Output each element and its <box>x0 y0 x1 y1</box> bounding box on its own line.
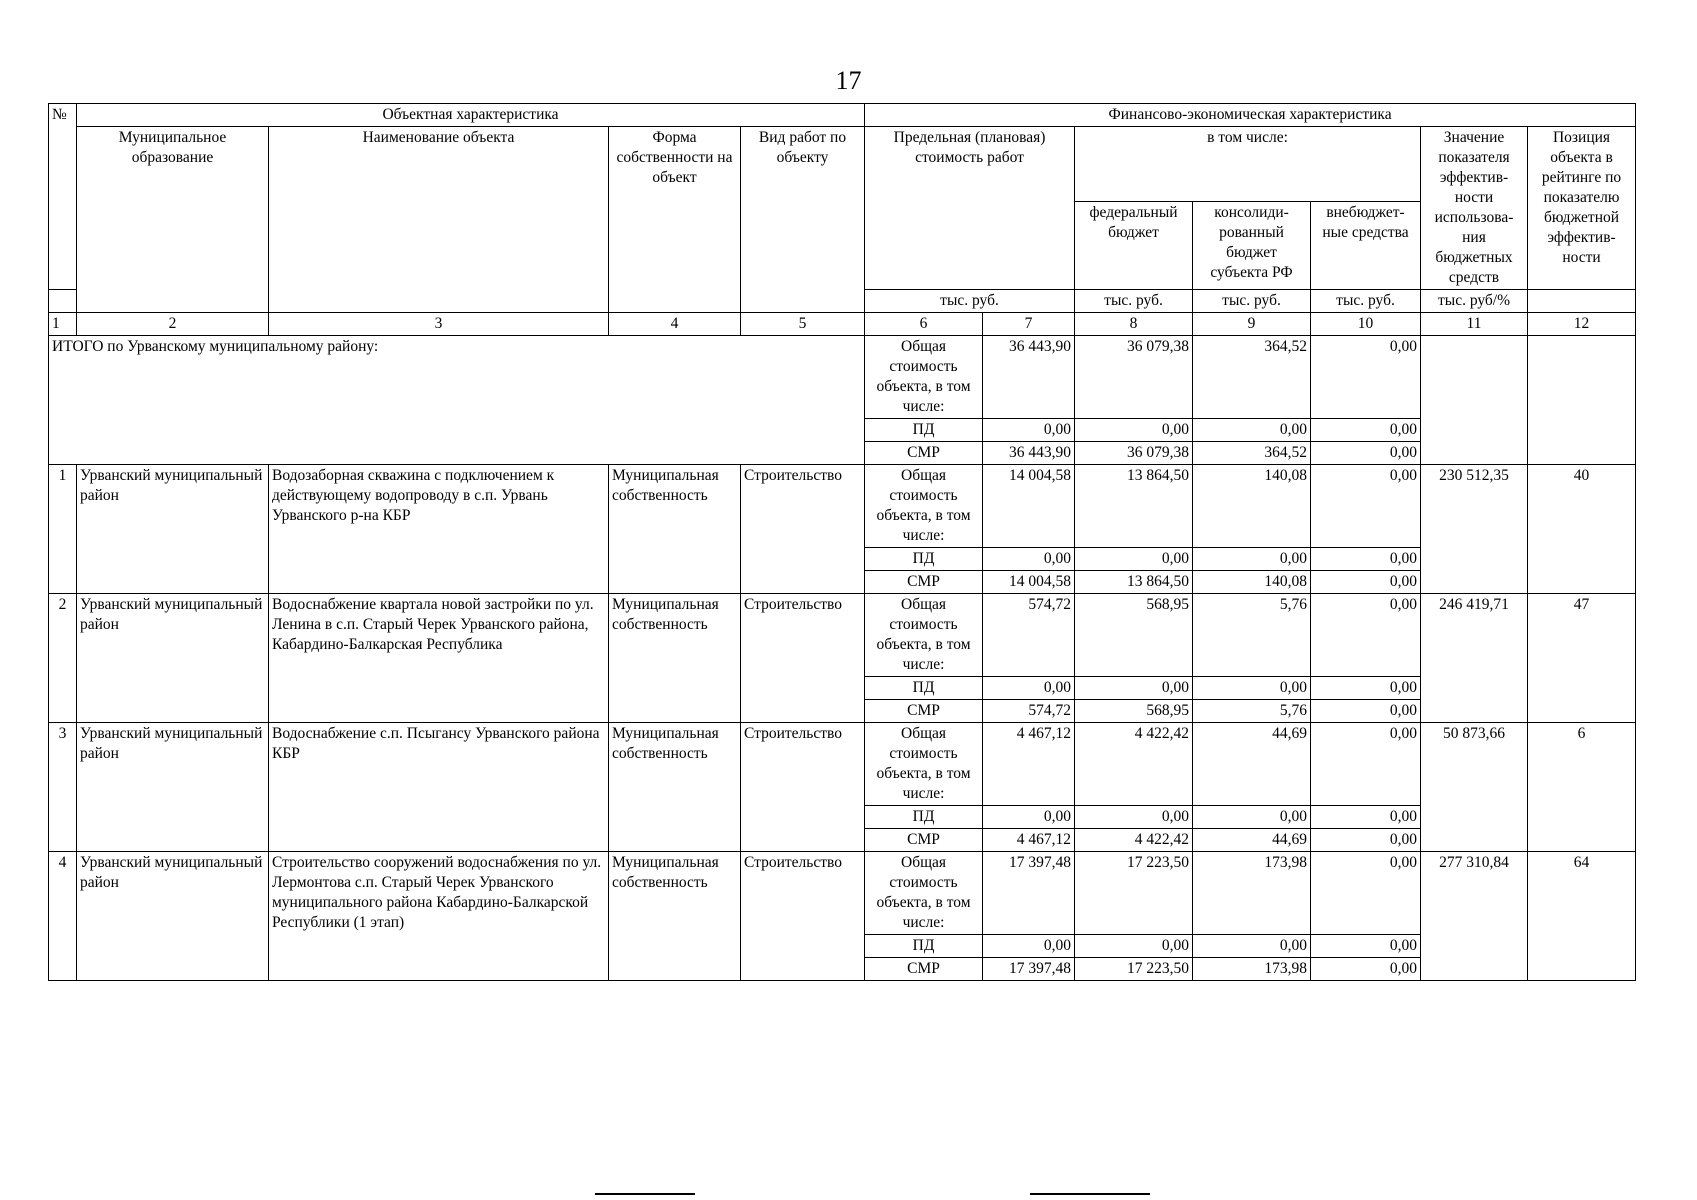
rank-cell: 40 <box>1528 465 1636 594</box>
column-number-cell: 7 <box>983 313 1075 336</box>
header-num: № <box>49 104 77 290</box>
ownership-cell: Муниципальная собственность <box>609 852 741 981</box>
pd-amount-cell: 0,00 <box>1193 548 1311 571</box>
efficiency-cell: 277 310,84 <box>1421 852 1528 981</box>
object-name-cell: Водоснабжение с.п. Псыгансу Урванского района КБР <box>269 723 609 852</box>
unit-rank <box>1528 290 1636 313</box>
total-amount-cell: 5,76 <box>1193 594 1311 677</box>
smr-label: СМР <box>865 700 983 723</box>
pd-amount-cell: 0,00 <box>983 419 1075 442</box>
smr-label: СМР <box>865 958 983 981</box>
column-number-cell: 8 <box>1075 313 1193 336</box>
column-number-cell: 2 <box>77 313 269 336</box>
smr-amount-cell: 17 223,50 <box>1075 958 1193 981</box>
pd-amount-cell: 0,00 <box>1075 548 1193 571</box>
pd-amount-cell: 0,00 <box>983 806 1075 829</box>
pd-amount-cell: 0,00 <box>1075 419 1193 442</box>
total-amount-cell: 4 422,42 <box>1075 723 1193 806</box>
unit-cost: тыс. руб. <box>865 290 1075 313</box>
smr-amount-cell: 0,00 <box>1311 700 1421 723</box>
unit-efficiency: тыс. руб/% <box>1421 290 1528 313</box>
row-number: 3 <box>49 723 77 852</box>
municipality-cell: Урванский муниципальный район <box>77 723 269 852</box>
smr-amount-cell: 5,76 <box>1193 700 1311 723</box>
work-type-cell: Строительство <box>741 465 865 594</box>
column-number-cell: 4 <box>609 313 741 336</box>
header-num-cont <box>49 290 77 313</box>
smr-amount-cell: 4 422,42 <box>1075 829 1193 852</box>
column-number-cell: 3 <box>269 313 609 336</box>
header-work-type: Вид работ по объекту <box>741 127 865 313</box>
total-amount-cell: 44,69 <box>1193 723 1311 806</box>
table-row <box>49 465 1636 548</box>
ownership-cell: Муниципальная собственность <box>609 594 741 723</box>
smr-label: СМР <box>865 442 983 465</box>
pd-amount-cell: 0,00 <box>1075 677 1193 700</box>
table-row <box>49 723 1636 806</box>
rank-cell <box>1528 336 1636 465</box>
smr-amount-cell: 0,00 <box>1311 829 1421 852</box>
table-row <box>49 852 1636 935</box>
smr-amount-cell: 173,98 <box>1193 958 1311 981</box>
header-max-cost: Предельная (плановая) стоимость работ <box>865 127 1075 290</box>
total-amount-cell: 13 864,50 <box>1075 465 1193 548</box>
smr-amount-cell: 4 467,12 <box>983 829 1075 852</box>
smr-amount-cell: 14 004,58 <box>983 571 1075 594</box>
rank-cell: 47 <box>1528 594 1636 723</box>
unit-consolidated: тыс. руб. <box>1193 290 1311 313</box>
header-ownership: Форма собственности на объект <box>609 127 741 313</box>
smr-amount-cell: 17 397,48 <box>983 958 1075 981</box>
smr-amount-cell: 364,52 <box>1193 442 1311 465</box>
pd-label: ПД <box>865 548 983 571</box>
header-efficiency: Значение показателя эффектив-ности использова-ния бюджетных средств <box>1421 127 1528 290</box>
municipality-cell: Урванский муниципальный район <box>77 594 269 723</box>
total-amount-cell: 0,00 <box>1311 336 1421 419</box>
header-object-group: Объектная характеристика <box>77 104 865 127</box>
total-amount-cell: 14 004,58 <box>983 465 1075 548</box>
bottom-line-mark <box>1030 1193 1150 1195</box>
efficiency-cell <box>1421 336 1528 465</box>
pd-amount-cell: 0,00 <box>983 548 1075 571</box>
efficiency-cell: 230 512,35 <box>1421 465 1528 594</box>
smr-amount-cell: 44,69 <box>1193 829 1311 852</box>
smr-amount-cell: 36 079,38 <box>1075 442 1193 465</box>
smr-amount-cell: 36 443,90 <box>983 442 1075 465</box>
efficiency-cell: 246 419,71 <box>1421 594 1528 723</box>
header-extrabudget: внебюджет-ные средства <box>1311 202 1421 290</box>
column-number-cell: 11 <box>1421 313 1528 336</box>
header-municipality: Муниципальное образование <box>77 127 269 313</box>
smr-label: СМР <box>865 571 983 594</box>
work-type-cell: Строительство <box>741 594 865 723</box>
total-amount-cell: 36 079,38 <box>1075 336 1193 419</box>
column-number-cell: 6 <box>865 313 983 336</box>
ownership-cell: Муниципальная собственность <box>609 723 741 852</box>
total-amount-cell: 0,00 <box>1311 465 1421 548</box>
smr-amount-cell: 574,72 <box>983 700 1075 723</box>
pd-amount-cell: 0,00 <box>1075 935 1193 958</box>
row-number: 2 <box>49 594 77 723</box>
total-amount-cell: 17 397,48 <box>983 852 1075 935</box>
pd-amount-cell: 0,00 <box>1311 935 1421 958</box>
rank-cell: 6 <box>1528 723 1636 852</box>
header-including: в том числе: <box>1075 127 1421 202</box>
object-name-cell: Строительство сооружений водоснабжения по ул. Лермонтова с.п. Старый Черек Урванского муниципального района Кабардино-Балкарской Республики (1 этап) <box>269 852 609 981</box>
total-amount-cell: 36 443,90 <box>983 336 1075 419</box>
smr-amount-cell: 140,08 <box>1193 571 1311 594</box>
total-cost-label: Общая стоимость объекта, в том числе: <box>865 852 983 935</box>
header-object-name: Наименование объекта <box>269 127 609 313</box>
total-cost-label: Общая стоимость объекта, в том числе: <box>865 465 983 548</box>
total-amount-cell: 574,72 <box>983 594 1075 677</box>
work-type-cell: Строительство <box>741 852 865 981</box>
column-number-row <box>49 313 1636 336</box>
pd-amount-cell: 0,00 <box>1193 419 1311 442</box>
total-amount-cell: 0,00 <box>1311 594 1421 677</box>
total-amount-cell: 364,52 <box>1193 336 1311 419</box>
total-label: ИТОГО по Урванскому муниципальному району: <box>49 336 865 465</box>
total-amount-cell: 4 467,12 <box>983 723 1075 806</box>
row-number: 1 <box>49 465 77 594</box>
unit-extrabudget: тыс. руб. <box>1311 290 1421 313</box>
header-finance-group: Финансово-экономическая характеристика <box>865 104 1636 127</box>
unit-federal: тыс. руб. <box>1075 290 1193 313</box>
header-row-groups <box>49 104 1636 127</box>
pd-label: ПД <box>865 677 983 700</box>
total-amount-cell: 0,00 <box>1311 852 1421 935</box>
smr-amount-cell: 568,95 <box>1075 700 1193 723</box>
row-number: 4 <box>49 852 77 981</box>
total-cost-label: Общая стоимость объекта, в том числе: <box>865 336 983 419</box>
pd-amount-cell: 0,00 <box>1311 419 1421 442</box>
total-cost-label: Общая стоимость объекта, в том числе: <box>865 723 983 806</box>
total-amount-cell: 17 223,50 <box>1075 852 1193 935</box>
pd-amount-cell: 0,00 <box>1311 806 1421 829</box>
total-row <box>49 336 1636 419</box>
smr-amount-cell: 0,00 <box>1311 958 1421 981</box>
pd-label: ПД <box>865 419 983 442</box>
column-number-cell: 9 <box>1193 313 1311 336</box>
pd-amount-cell: 0,00 <box>1193 806 1311 829</box>
municipality-cell: Урванский муниципальный район <box>77 465 269 594</box>
header-federal: федеральный бюджет <box>1075 202 1193 290</box>
total-amount-cell: 568,95 <box>1075 594 1193 677</box>
ownership-cell: Муниципальная собственность <box>609 465 741 594</box>
table-row <box>49 594 1636 677</box>
pd-label: ПД <box>865 806 983 829</box>
pd-amount-cell: 0,00 <box>1311 548 1421 571</box>
column-number-cell: 12 <box>1528 313 1636 336</box>
smr-amount-cell: 0,00 <box>1311 442 1421 465</box>
header-row-columns <box>49 127 1636 202</box>
pd-amount-cell: 0,00 <box>983 677 1075 700</box>
total-amount-cell: 0,00 <box>1311 723 1421 806</box>
rank-cell: 64 <box>1528 852 1636 981</box>
total-amount-cell: 140,08 <box>1193 465 1311 548</box>
smr-label: СМР <box>865 829 983 852</box>
pd-label: ПД <box>865 935 983 958</box>
table-body <box>49 104 1636 981</box>
object-name-cell: Водозаборная скважина с подключением к действующему водопроводу в с.п. Урвань Урванского р-на КБР <box>269 465 609 594</box>
pd-amount-cell: 0,00 <box>1193 935 1311 958</box>
pd-amount-cell: 0,00 <box>1075 806 1193 829</box>
work-type-cell: Строительство <box>741 723 865 852</box>
object-name-cell: Водоснабжение квартала новой застройки по ул. Ленина в с.п. Старый Черек Урванского района, Кабардино-Балкарская Республика <box>269 594 609 723</box>
pd-amount-cell: 0,00 <box>1311 677 1421 700</box>
header-consolidated: консолиди-рованный бюджет субъекта РФ <box>1193 202 1311 290</box>
budget-efficiency-table <box>48 103 1636 981</box>
pd-amount-cell: 0,00 <box>1193 677 1311 700</box>
bottom-line-mark <box>595 1193 695 1195</box>
column-number-cell: 5 <box>741 313 865 336</box>
efficiency-cell: 50 873,66 <box>1421 723 1528 852</box>
column-number-cell: 10 <box>1311 313 1421 336</box>
header-rank: Позиция объекта в рейтинге по показателю бюджетной эффектив-ности <box>1528 127 1636 290</box>
smr-amount-cell: 13 864,50 <box>1075 571 1193 594</box>
total-amount-cell: 173,98 <box>1193 852 1311 935</box>
total-cost-label: Общая стоимость объекта, в том числе: <box>865 594 983 677</box>
pd-amount-cell: 0,00 <box>983 935 1075 958</box>
column-number-cell: 1 <box>49 313 77 336</box>
smr-amount-cell: 0,00 <box>1311 571 1421 594</box>
page-number: 17 <box>835 66 862 95</box>
municipality-cell: Урванский муниципальный район <box>77 852 269 981</box>
